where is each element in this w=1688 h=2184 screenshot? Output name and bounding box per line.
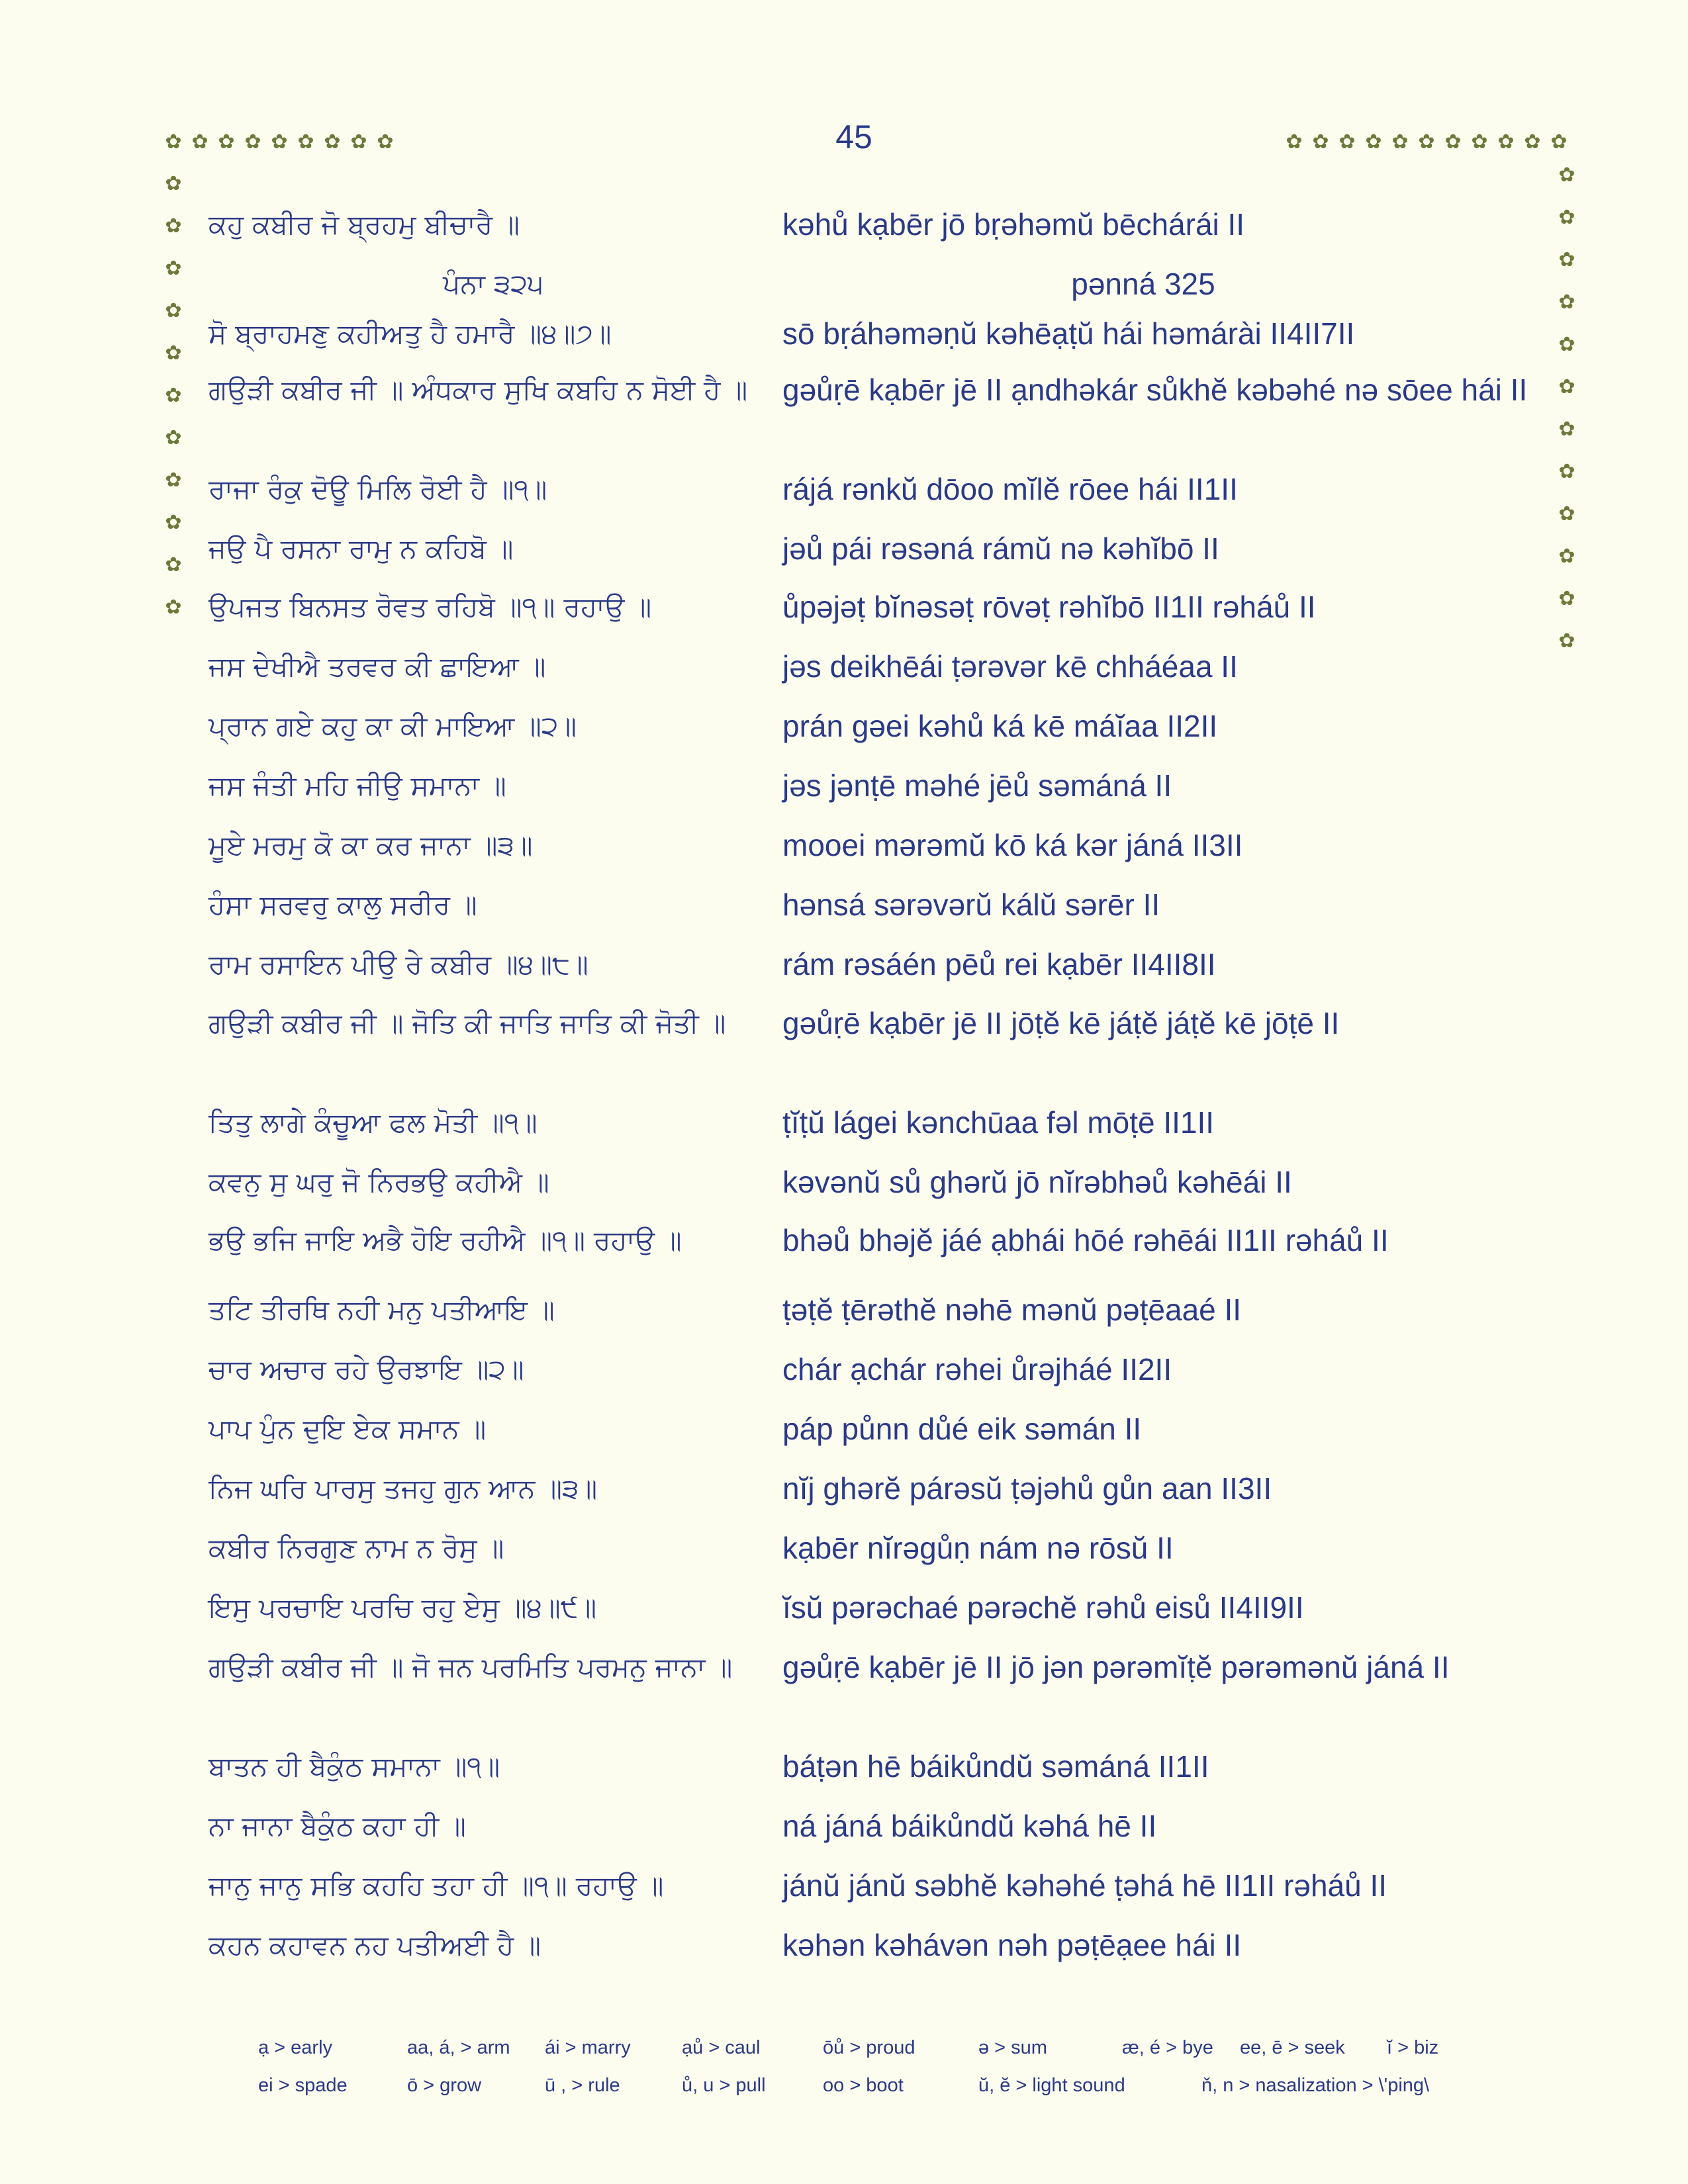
flower-icon: ✿ xyxy=(165,469,182,492)
transliteration-line: hənsá sərəvərŭ kálŭ sərēr II xyxy=(782,887,1160,922)
flower-icon: ✿ xyxy=(1558,333,1575,356)
flower-icon: ✿ xyxy=(165,426,182,449)
gurmukhi-line: ਪੰਨਾ ੩੨੫ xyxy=(443,268,543,300)
transliteration-line: jəs deikhēái ṭərəvər kē chháéaa II xyxy=(782,649,1238,684)
transliteration-line: gəůṛē kạbēr jē II jō jən pərəmĭṭĕ pərəmənŭ jáná II xyxy=(782,1650,1450,1684)
transliteration-line: jəů pái rəsəná rámŭ nə kəhĭbō II xyxy=(782,531,1219,566)
flower-icon: ✿ xyxy=(1558,460,1575,483)
flower-icon: ✿ xyxy=(165,214,182,238)
transliteration-line: rájá rənkŭ dōoo mĭlĕ rōee hái II1II xyxy=(782,472,1238,506)
transliteration-line: prán gəei kəhů ká kē máĭaa II2II xyxy=(782,709,1218,743)
flower-icon: ✿ xyxy=(1391,130,1409,154)
flower-icon: ✿ xyxy=(1444,130,1462,154)
gurmukhi-line: ਤਿਤੁ ਲਾਗੇ ਕੰਚੂਆ ਫਲ ਮੋਤੀ ॥੧॥ xyxy=(209,1107,538,1138)
gurmukhi-line: ਸੋ ਬ੍ਰਾਹਮਣੁ ਕਹੀਅਤੁ ਹੈ ਹਮਾਰੈ ॥੪॥੭॥ xyxy=(209,318,612,349)
gurmukhi-line: ਨਿਜ ਘਰਿ ਪਾਰਸੁ ਤਜਹੁ ਗੁਨ ਆਨ ॥੩॥ xyxy=(209,1473,598,1504)
transliteration-line: nĭj ghərĕ párəsŭ ṭəjəhů gůn aan II3II xyxy=(782,1471,1272,1506)
flower-icon: ✿ xyxy=(165,257,182,280)
flower-icon: ✿ xyxy=(1471,130,1488,154)
flower-icon: ✿ xyxy=(1558,291,1575,314)
flower-icon: ✿ xyxy=(1558,502,1575,525)
legend-item: ei > spade xyxy=(258,2075,348,2096)
gurmukhi-line: ਕਵਨੁ ਸੁ ਘਰੁ ਜੋ ਨਿਰਭਉ ਕਹੀਐ ॥ xyxy=(209,1166,549,1198)
transliteration-line: bhəů bhəjĕ jáé ạbhái hōé rəhēái II1II rəháů II xyxy=(782,1223,1389,1257)
flower-icon: ✿ xyxy=(165,172,182,195)
flower-icon: ✿ xyxy=(1558,375,1575,398)
flower-icon: ✿ xyxy=(1558,587,1575,610)
flower-icon: ✿ xyxy=(297,130,314,154)
legend-item: ŭ, ĕ > light sound xyxy=(978,2075,1125,2096)
flower-icon: ✿ xyxy=(271,130,288,154)
gurmukhi-line: ਭਉ ਭਜਿ ਜਾਇ ਅਭੈ ਹੋਇ ਰਹੀਐ ॥੧॥ ਰਹਾਉ ॥ xyxy=(209,1224,682,1256)
legend-item: ạ > early xyxy=(258,2037,333,2058)
flower-icon: ✿ xyxy=(1286,130,1303,154)
flower-icon: ✿ xyxy=(1338,130,1356,154)
flower-icon: ✿ xyxy=(165,341,182,365)
transliteration-line: páp půnn důé eik səmán II xyxy=(782,1412,1142,1446)
flower-icon: ✿ xyxy=(1558,206,1575,229)
flower-icon: ✿ xyxy=(377,130,394,154)
flower-icon: ✿ xyxy=(1550,130,1568,154)
flower-icon: ✿ xyxy=(165,130,182,154)
legend-item: ee, ē > seek xyxy=(1240,2037,1345,2058)
legend-item: ō > grow xyxy=(407,2075,482,2096)
legend-item: ĭ > biz xyxy=(1387,2037,1439,2058)
legend-item: aa, á, > arm xyxy=(407,2037,510,2058)
gurmukhi-line: ਪਾਪ ਪੁੰਨ ਦੁਇ ਏਕ ਸਮਾਨ ॥ xyxy=(209,1413,487,1445)
transliteration-line: ṭəṭĕ ṭērəthĕ nəhē mənŭ pəṭēaaé II xyxy=(782,1293,1242,1327)
flower-icon: ✿ xyxy=(165,553,182,576)
flower-icon: ✿ xyxy=(350,130,367,154)
gurmukhi-line: ਚਾਰ ਅਚਾਰ ਰਹੇ ਉਰਝਾਇ ॥੨॥ xyxy=(209,1353,524,1385)
legend-item: ə > sum xyxy=(978,2037,1047,2058)
flower-icon: ✿ xyxy=(1558,545,1575,568)
legend-item: ōů > proud xyxy=(823,2037,915,2058)
transliteration-line: jəs jənṭē məhé jēů səmáná II xyxy=(782,768,1172,803)
gurmukhi-line: ਗਉੜੀ ਕਬੀਰ ਜੀ ॥ ਜੋ ਜਨ ਪਰਮਿਤਿ ਪਰਮਨੁ ਜਾਨਾ ॥ xyxy=(209,1651,733,1683)
gurmukhi-line: ਬਾਤਨ ਹੀ ਬੈਕੁੰਠ ਸਮਾਨਾ ॥੧॥ xyxy=(209,1751,500,1782)
gurmukhi-line: ਗਉੜੀ ਕਬੀਰ ਜੀ ॥ ਅੰਧਕਾਰ ਸੁਖਿ ਕਬਹਿ ਨ ਸੋਈ ਹੈ ॥ xyxy=(209,374,748,406)
flower-icon: ✿ xyxy=(165,299,182,322)
legend-item: æ, é > bye xyxy=(1122,2037,1213,2058)
flower-icon: ✿ xyxy=(1312,130,1329,154)
gurmukhi-line: ਇਸੁ ਪਰਚਾਇ ਪਰਚਿ ਰਹੁ ਏਸੁ ॥੪॥੯॥ xyxy=(209,1592,597,1623)
legend-item: ū , > rule xyxy=(545,2075,620,2096)
gurmukhi-line: ਜਉ ਪੈ ਰਸਨਾ ਰਾਮੁ ਨ ਕਹਿਬੋ ॥ xyxy=(209,533,514,565)
legend-item: ů, u > pull xyxy=(682,2075,766,2096)
gurmukhi-line: ਤਟਿ ਤੀਰਥਿ ਨਹੀ ਮਨੁ ਪਤੀਆਇ ॥ xyxy=(209,1294,555,1326)
transliteration-line: ůpəjəṭ bĭnəsəṭ rōvəṭ rəhĭbō II1II rəháů II xyxy=(782,590,1316,624)
flower-icon: ✿ xyxy=(1558,163,1575,187)
flower-icon: ✿ xyxy=(324,130,341,154)
transliteration-line: ná jáná báikůndŭ kəhá hē II xyxy=(782,1809,1157,1843)
legend-item: ạů > caul xyxy=(682,2037,761,2058)
gurmukhi-line: ਰਾਜਾ ਰੰਕੁ ਦੋਊ ਮਿਲਿ ਰੋਈ ਹੈ ॥੧॥ xyxy=(209,473,547,505)
legend-item: ái > marry xyxy=(545,2037,631,2058)
transliteration-line: kạbēr nĭrəgůṇ nám nə rōsŭ II xyxy=(782,1531,1174,1565)
flower-icon: ✿ xyxy=(1497,130,1515,154)
transliteration-line: ṭĭṭŭ lágei kənchūaa fəl mōṭē II1II xyxy=(782,1105,1215,1140)
transliteration-line: chár ạchár rəhei ůrəjháé II2II xyxy=(782,1352,1172,1387)
flower-icon: ✿ xyxy=(1558,248,1575,271)
legend-item: oo > boot xyxy=(823,2075,904,2096)
transliteration-line: rám rəsáén pēů rei kạbēr II4II8II xyxy=(782,947,1216,981)
flower-icon: ✿ xyxy=(1365,130,1382,154)
transliteration-line: kəvənŭ sů ghərŭ jō nĭrəbhəů kəhēái II xyxy=(782,1165,1292,1199)
gurmukhi-line: ਨਾ ਜਾਨਾ ਬੈਕੁੰਠ ਕਹਾ ਹੀ ॥ xyxy=(209,1810,466,1842)
transliteration-line: mooei mərəmŭ kō ká kər jáná II3II xyxy=(782,828,1243,862)
gurmukhi-line: ਰਾਮ ਰਸਾਇਨ ਪੀਉ ਰੇ ਕਬੀਰ ॥੪॥੮॥ xyxy=(209,948,588,980)
gurmukhi-line: ਕਹੁ ਕਬੀਰ ਜੋ ਬ੍ਰਹਮੁ ਬੀਚਾਰੈ ॥ xyxy=(209,208,520,240)
transliteration-line: sō bṛáhəməṇŭ kəhēạṭŭ hái həmárài II4II7II xyxy=(782,316,1355,351)
gurmukhi-line: ਜਾਨੁ ਜਾਨੁ ਸਭਿ ਕਹਹਿ ਤਹਾ ਹੀ ॥੧॥ ਰਹਾਉ ॥ xyxy=(209,1870,664,1901)
transliteration-line: kəhů kạbēr jō bṛəhəmŭ bēchárái II xyxy=(782,207,1245,242)
flower-icon: ✿ xyxy=(244,130,261,154)
gurmukhi-line: ਜਸ ਦੇਖੀਐ ਤਰਵਰ ਕੀ ਛਾਇਆ ॥ xyxy=(209,651,546,682)
gurmukhi-line: ਕਹਨ ਕਹਾਵਨ ਨਹ ਪਤੀਅਈ ਹੈ ॥ xyxy=(209,1929,541,1961)
flower-icon: ✿ xyxy=(165,511,182,534)
transliteration-line: jánŭ jánŭ səbhĕ kəhəhé ṭəhá hē II1II rəháů II xyxy=(782,1868,1387,1903)
flower-icon: ✿ xyxy=(1418,130,1435,154)
gurmukhi-line: ਕਬੀਰ ਨਿਰਗੁਣ ਨਾਮ ਨ ਰੋਸੁ ॥ xyxy=(209,1532,504,1564)
gurmukhi-line: ਗਉੜੀ ਕਬੀਰ ਜੀ ॥ ਜੋਤਿ ਕੀ ਜਾਤਿ ਜਾਤਿ ਕੀ ਜੋਤੀ ॥ xyxy=(209,1007,726,1039)
transliteration-line: gəůṛē kạbēr jē II ạndhəkár sůkhĕ kəbəhé nə sōee hái II xyxy=(782,373,1528,407)
gurmukhi-line: ਜਸ ਜੰਤੀ ਮਹਿ ਜੀਉ ਸਮਾਨਾ ॥ xyxy=(209,770,506,801)
flower-icon: ✿ xyxy=(218,130,235,154)
flower-icon: ✿ xyxy=(165,384,182,407)
flower-icon: ✿ xyxy=(191,130,209,154)
transliteration-line: pənná 325 xyxy=(1071,267,1215,301)
flower-icon: ✿ xyxy=(1558,418,1575,441)
flower-icon: ✿ xyxy=(1524,130,1541,154)
flower-icon: ✿ xyxy=(165,596,182,619)
transliteration-line: kəhən kəhávən nəh pəṭēạee hái II xyxy=(782,1928,1242,1962)
transliteration-line: báṭən hē báikůndŭ səmáná II1II xyxy=(782,1749,1209,1784)
transliteration-line: gəůṛē kạbēr jē II jōṭĕ kē jáṭĕ jáṭĕ kē jōṭē II xyxy=(782,1006,1340,1040)
gurmukhi-line: ਹੰਸਾ ਸਰਵਰੁ ਕਾਲੁ ਸਰੀਰ ॥ xyxy=(209,889,477,921)
gurmukhi-line: ਉਪਜਤ ਬਿਨਸਤ ਰੋਵਤ ਰਹਿਬੋ ॥੧॥ ਰਹਾਉ ॥ xyxy=(209,591,652,623)
page-number: 45 xyxy=(835,118,872,156)
legend-item: ň, n > nasalization > \'ping\ xyxy=(1201,2075,1430,2096)
transliteration-line: ĭsŭ pərəchaé pərəchĕ rəhů eisů II4II9II xyxy=(782,1590,1304,1625)
flower-icon: ✿ xyxy=(1558,629,1575,653)
gurmukhi-line: ਪ੍ਰਾਨ ਗਏ ਕਹੁ ਕਾ ਕੀ ਮਾਇਆ ॥੨॥ xyxy=(209,710,577,742)
gurmukhi-line: ਮੂਏ ਮਰਮੁ ਕੋ ਕਾ ਕਰ ਜਾਨਾ ॥੩॥ xyxy=(209,829,533,861)
